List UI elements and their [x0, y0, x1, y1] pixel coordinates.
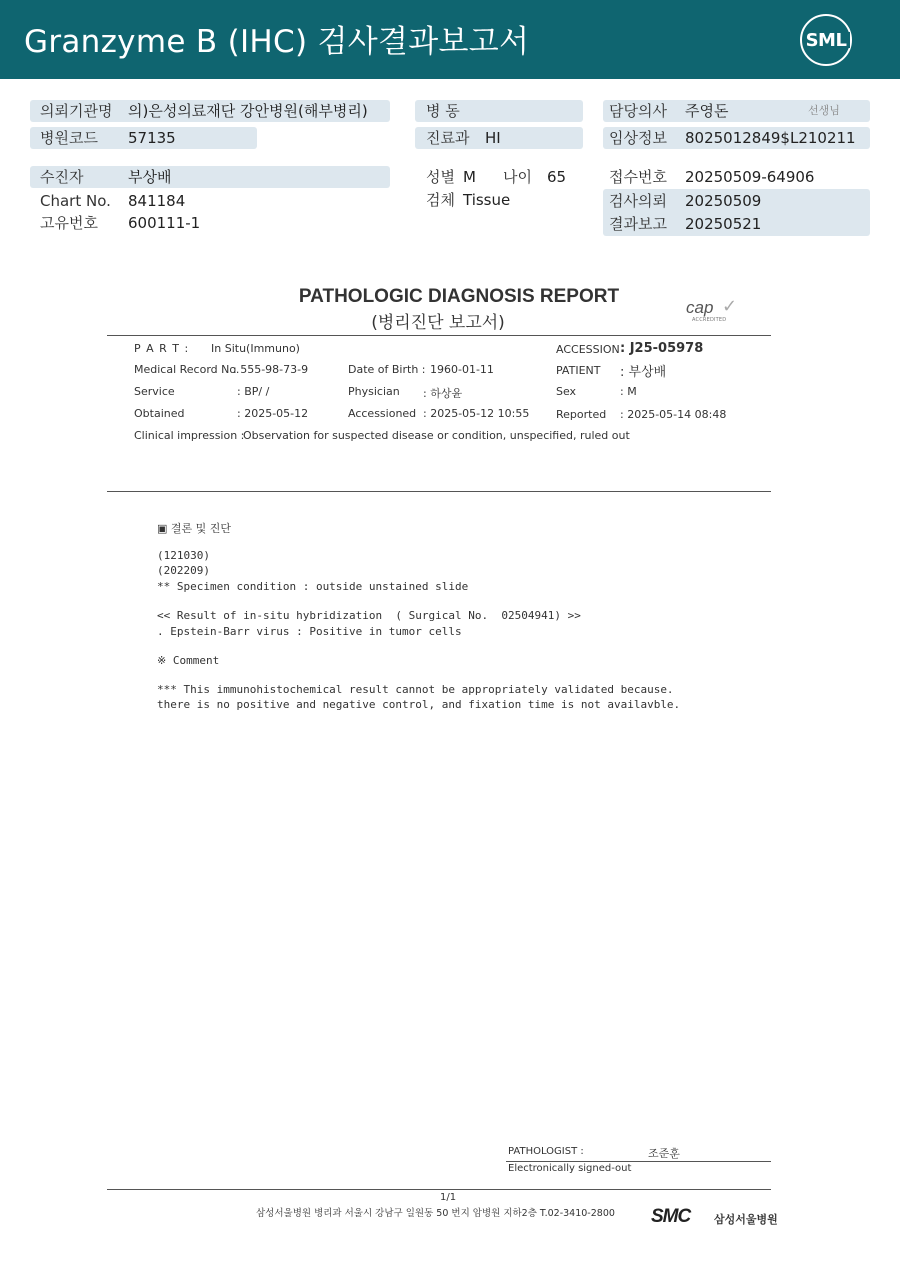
smc-korean-name: 삼성서울병원 — [714, 1213, 778, 1226]
clinical-impression-label: Clinical impression : — [134, 429, 245, 442]
unique-value: 600111-1 — [128, 214, 201, 232]
comment-line-1: *** This immunohistochemical result cannot be appropriately validated because. — [157, 683, 674, 696]
patient-value: : 부상배 — [620, 365, 667, 380]
code-line-1: (121030) — [157, 549, 210, 562]
clinical-row — [603, 127, 870, 149]
mrn-value: : 555-98-73-9 — [233, 363, 309, 376]
signed-out-text: Electronically signed-out — [508, 1163, 632, 1174]
section-heading: ▣ 결론 및 진단 — [157, 522, 232, 535]
pathologic-report-title: PATHOLOGIC DIAGNOSIS REPORT — [298, 286, 620, 307]
unique-label: 고유번호 — [40, 214, 98, 232]
patient-label: PATIENT — [556, 364, 601, 377]
accessioned-label: Accessioned — [348, 407, 417, 420]
footer-address: 삼성서울병원 병리과 서울시 강남구 일원동 50 번지 암병원 지하2층 T.02-3410-2800 — [256, 1208, 615, 1219]
service-value: : BP/ / — [237, 385, 270, 398]
signature-line — [506, 1161, 771, 1162]
patient-label: 수진자 — [40, 168, 84, 186]
unique-row — [30, 212, 390, 234]
dob-label: Date of Birth : — [348, 363, 426, 376]
doctor-row — [603, 100, 870, 122]
sex-value: : M — [620, 385, 637, 398]
divider — [107, 335, 771, 336]
patient-row — [30, 166, 390, 188]
age-label: 나이 — [503, 168, 532, 186]
ebv-line: . Epstein-Barr virus : Positive in tumor cells — [157, 625, 462, 638]
sex-label: Sex — [556, 385, 577, 398]
footer-divider — [107, 1189, 771, 1190]
part-value: In Situ(Immuno) — [211, 342, 300, 355]
receipt-label: 접수번호 — [609, 168, 667, 186]
service-label: Service — [134, 385, 175, 398]
sex-label: 성별 — [426, 168, 455, 186]
sml-logo: SML — [800, 14, 852, 66]
part-label: P A R T : — [134, 342, 190, 355]
reported-label: Reported — [556, 408, 607, 421]
physician-value: : 하상윤 — [423, 387, 463, 400]
doctor-label: 담당의사 — [609, 102, 667, 120]
result-row — [603, 213, 870, 235]
institution-row — [30, 100, 390, 122]
mrn-label: Medical Record No. — [134, 363, 240, 376]
comment-heading: ※ Comment — [157, 654, 220, 667]
patient-value: 부상배 — [128, 168, 172, 186]
institution-value: 의)은성의료재단 강안병원(해부병리) — [128, 102, 368, 120]
ish-result-line: << Result of in-situ hybridization ( Surgical No. 02504941) >> — [157, 609, 581, 622]
chart-label: Chart No. — [40, 192, 111, 210]
result-value: 20250521 — [685, 215, 762, 233]
code-line-2: (202209) — [157, 564, 210, 577]
ward-row — [415, 100, 583, 122]
hospital-code-value: 57135 — [128, 129, 176, 147]
accession-label: ACCESSION — [556, 343, 620, 356]
dept-row — [415, 127, 583, 149]
accessioned-value: : 2025-05-12 10:55 — [423, 407, 530, 420]
request-row — [603, 190, 870, 212]
dept-label: 진료과 — [426, 129, 470, 147]
sex-age-row — [415, 166, 583, 188]
clinical-label: 임상정보 — [609, 129, 667, 147]
age-value: 65 — [547, 168, 567, 186]
page-number: 1/1 — [440, 1192, 457, 1203]
chart-value: 841184 — [128, 192, 186, 210]
check-icon: ✓ — [722, 296, 738, 317]
dob-value: 1960-01-11 — [430, 363, 494, 376]
pathologist-value: 조준훈 — [648, 1147, 680, 1160]
obtained-label: Obtained — [134, 407, 185, 420]
header-bar — [0, 0, 900, 79]
hospital-code-row — [30, 127, 257, 149]
ward-label: 병 동 — [426, 102, 460, 120]
report-title: Granzyme B (IHC) 검사결과보고서 — [24, 24, 530, 60]
clinical-value: 8025012849$L210211 — [685, 129, 856, 147]
pathologist-label: PATHOLOGIST : — [508, 1146, 584, 1157]
chart-row — [30, 190, 390, 212]
sex-value: M — [463, 168, 476, 186]
hospital-code-label: 병원코드 — [40, 129, 98, 147]
receipt-row — [603, 166, 870, 188]
clinical-impression-value: Observation for suspected disease or condition, unspecified, ruled out — [243, 429, 630, 442]
institution-label: 의뢰기관명 — [40, 102, 113, 120]
result-label: 결과보고 — [609, 215, 667, 233]
specimen-condition-line: ** Specimen condition : outside unstained slide — [157, 580, 469, 593]
obtained-value: : 2025-05-12 — [237, 407, 309, 420]
accession-value: : J25-05978 — [620, 341, 704, 356]
doctor-value: 주영돈 — [685, 102, 729, 120]
specimen-value: Tissue — [463, 191, 511, 209]
reported-value: : 2025-05-14 08:48 — [620, 408, 727, 421]
specimen-row — [415, 189, 583, 211]
cap-accredited-logo: cap ✓ ACCREDITED — [686, 296, 738, 323]
divider — [107, 491, 771, 492]
receipt-value: 20250509-64906 — [685, 168, 815, 186]
pathologic-report-subtitle: (병리진단 보고서) — [371, 313, 505, 333]
request-label: 검사의뢰 — [609, 192, 667, 210]
dept-value: HI — [485, 129, 501, 147]
doctor-suffix: 선생님 — [808, 104, 840, 117]
request-value: 20250509 — [685, 192, 762, 210]
physician-label: Physician — [348, 385, 400, 398]
smc-logo: SMC — [651, 1206, 691, 1227]
specimen-label: 검체 — [426, 191, 455, 209]
comment-line-2: there is no positive and negative control, and fixation time is not availavble. — [157, 698, 681, 711]
